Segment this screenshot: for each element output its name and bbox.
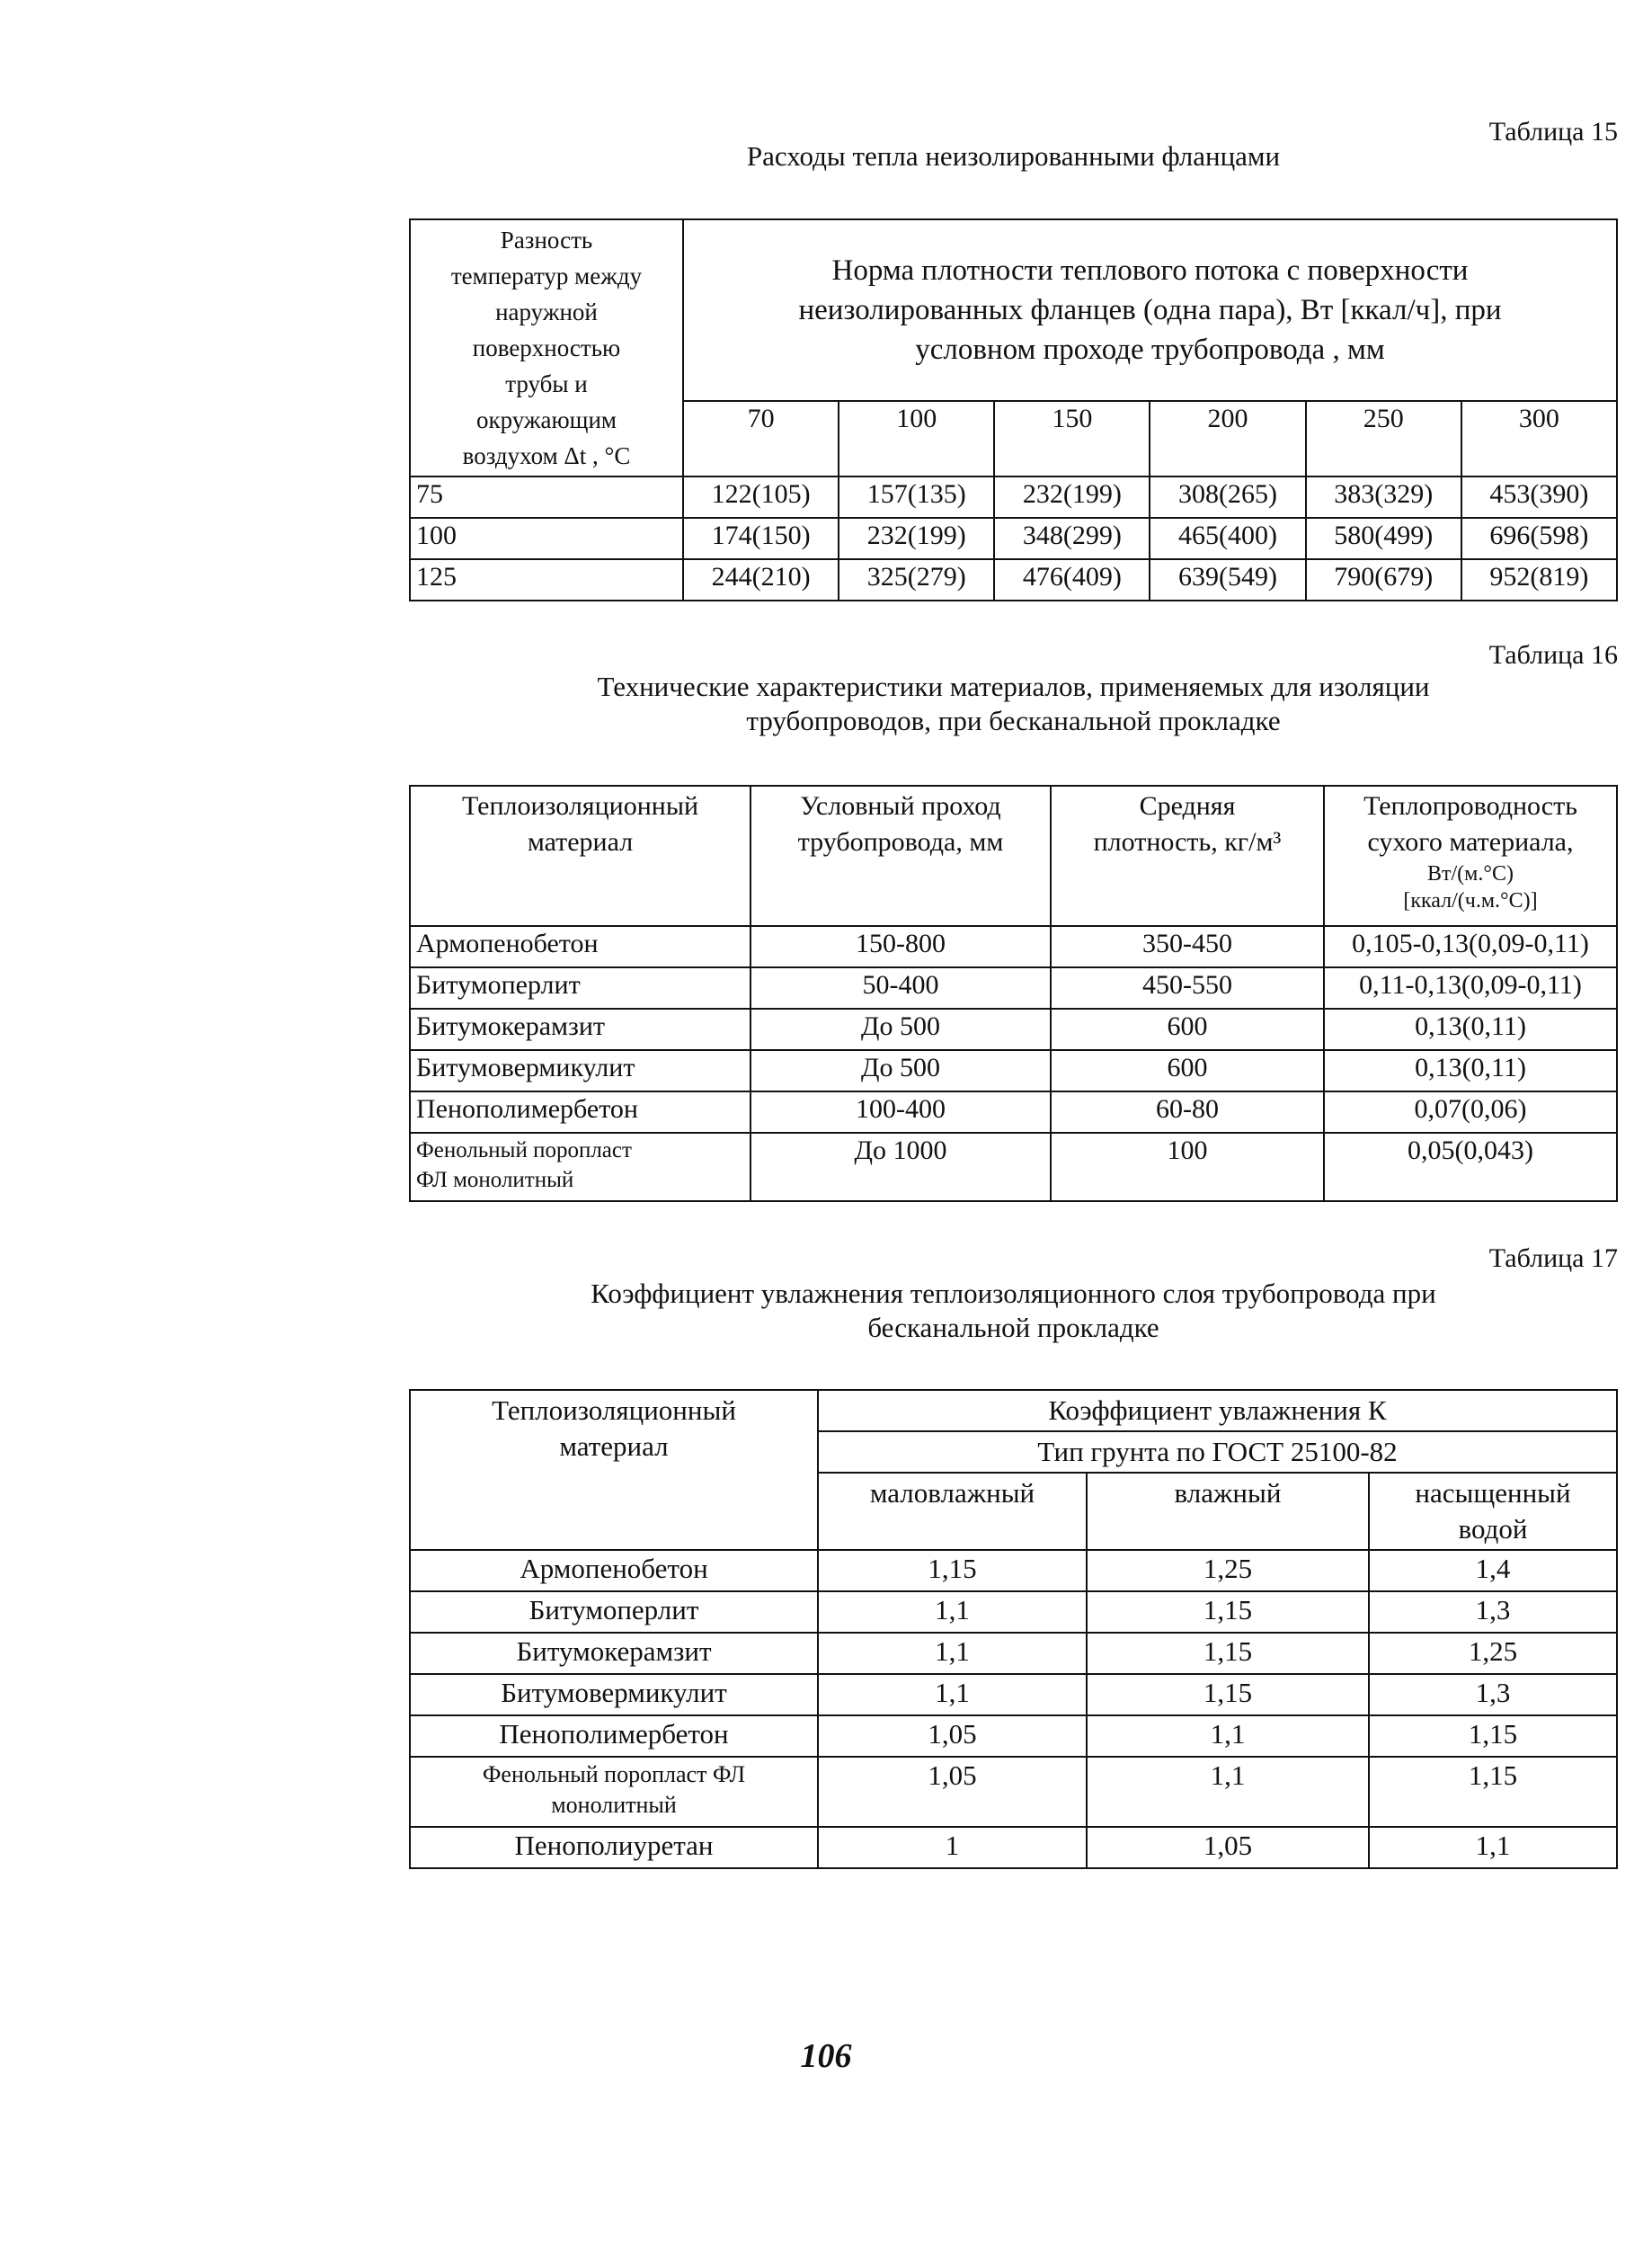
table17-header-wet: влажный [1087, 1473, 1369, 1550]
table16-diameter: До 1000 [751, 1133, 1051, 1201]
table17-header-low: маловлажный [818, 1473, 1087, 1550]
table15-header-main [683, 219, 1617, 401]
table-row [410, 1050, 1617, 1091]
header-line: условном проходе трубопровода , мм [915, 334, 1385, 366]
caption-line: Коэффициент увлажнения теплоизоляционного слоя трубопровода при [591, 1278, 1436, 1309]
table15-cell: 348(299) [994, 518, 1150, 559]
table16-header-density [1051, 786, 1324, 926]
material-line: ФЛ монолитный [416, 1168, 574, 1192]
table17-sat: 1,1 [1369, 1827, 1617, 1868]
table17-wet: 1,15 [1087, 1591, 1369, 1633]
table15-dt: 125 [410, 559, 683, 601]
table15-size: 100 [839, 401, 994, 476]
table16-conductivity: 0,07(0,06) [1324, 1091, 1617, 1133]
table16-conductivity: 0,13(0,11) [1324, 1009, 1617, 1050]
table17-sat: 1,3 [1369, 1591, 1617, 1633]
table16-diameter: До 500 [751, 1050, 1051, 1091]
header-line: насыщенный [1415, 1477, 1571, 1509]
table17-sat: 1,15 [1369, 1757, 1617, 1827]
header-line: температур между [450, 263, 643, 289]
table16-conductivity: 0,11-0,13(0,09-0,11) [1324, 967, 1617, 1009]
table17-wet: 1,15 [1087, 1674, 1369, 1715]
table-row [410, 1757, 1617, 1827]
table17-wet: 1,25 [1087, 1550, 1369, 1591]
caption-line: Технические характеристики материалов, применяемых для изоляции [597, 671, 1430, 702]
header-line: Теплоизоляционный [461, 791, 699, 821]
table17-material: Пенополиуретан [410, 1827, 818, 1868]
table17-sat: 1,4 [1369, 1550, 1617, 1591]
material-line: Фенольный поропласт [416, 1138, 632, 1162]
table15-size: 200 [1150, 401, 1305, 476]
table15-cell: 232(199) [994, 476, 1150, 518]
table17-header-soil: Тип грунта по ГОСТ 25100-82 [818, 1431, 1617, 1473]
table-row [410, 1091, 1617, 1133]
table17-caption [409, 1277, 1618, 1345]
table16-conductivity: 0,13(0,11) [1324, 1050, 1617, 1091]
table15-cell: 174(150) [683, 518, 839, 559]
table15-cell: 308(265) [1150, 476, 1305, 518]
table17-low: 1,05 [818, 1757, 1087, 1827]
table15-cell: 453(390) [1461, 476, 1617, 518]
table16-diameter: До 500 [751, 1009, 1051, 1050]
table15-cell: 232(199) [839, 518, 994, 559]
table17-header-coef: Коэффициент увлажнения К [818, 1390, 1617, 1431]
table15 [409, 218, 1618, 601]
header-line: неизолированных фланцев (одна пара), Вт [ккал/ч], при [798, 294, 1502, 326]
table15-size: 70 [683, 401, 839, 476]
header-line: [ккал/(ч.м.°С)] [1403, 889, 1538, 913]
table-row [410, 1591, 1617, 1633]
header-line: материал [527, 827, 634, 857]
table-row [410, 1715, 1617, 1757]
table17-header-sat [1369, 1473, 1617, 1550]
table15-size: 300 [1461, 401, 1617, 476]
table17-material [410, 1757, 818, 1827]
header-line: Средняя [1139, 791, 1236, 821]
table15-caption: Расходы тепла неизолированными фланцами [746, 140, 1281, 172]
material-line: монолитный [551, 1792, 677, 1818]
table17-sat: 1,3 [1369, 1674, 1617, 1715]
table17-low: 1,15 [818, 1550, 1087, 1591]
table16-density: 450-550 [1051, 967, 1324, 1009]
table-row [410, 1009, 1617, 1050]
table15-header-dt [410, 219, 683, 476]
header-line: сухого материала, [1367, 827, 1574, 857]
table15-cell: 639(549) [1150, 559, 1305, 601]
table16-density: 600 [1051, 1050, 1324, 1091]
header-line: Теплопроводность [1363, 791, 1577, 821]
header-line: трубопровода, мм [797, 827, 1004, 857]
table17-sat: 1,25 [1369, 1633, 1617, 1674]
header-line: наружной [495, 298, 598, 325]
table16-density: 60-80 [1051, 1091, 1324, 1133]
table15-label: Таблица 15 [1488, 117, 1618, 147]
table-row [410, 967, 1617, 1009]
table17-material: Битумовермикулит [410, 1674, 818, 1715]
table16-material: Битумокерамзит [410, 1009, 751, 1050]
table17-low: 1 [818, 1827, 1087, 1868]
header-line: Теплоизоляционный [492, 1394, 736, 1426]
table16-material: Битумоперлит [410, 967, 751, 1009]
table15-cell: 790(679) [1306, 559, 1461, 601]
table16-conductivity: 0,05(0,043) [1324, 1133, 1617, 1201]
table15-dt: 100 [410, 518, 683, 559]
table16-header-conductivity [1324, 786, 1617, 926]
table16-material: Пенополимербетон [410, 1091, 751, 1133]
table16-caption [409, 670, 1618, 738]
table16 [409, 785, 1618, 1202]
table16-density: 100 [1051, 1133, 1324, 1201]
table16-density: 600 [1051, 1009, 1324, 1050]
table17-label: Таблица 17 [1488, 1243, 1618, 1273]
table16-header-material [410, 786, 751, 926]
table16-density: 350-450 [1051, 926, 1324, 967]
table-row [410, 1674, 1617, 1715]
header-line: Вт/(м.°С) [1427, 862, 1514, 886]
header-line: Норма плотности теплового потока с поверхности [831, 254, 1469, 287]
table15-dt: 75 [410, 476, 683, 518]
table17-header-material [410, 1390, 818, 1550]
table17-sat: 1,15 [1369, 1715, 1617, 1757]
table17-material: Армопенобетон [410, 1550, 818, 1591]
header-line: материал [559, 1430, 669, 1462]
table-row [410, 1550, 1617, 1591]
table17-low: 1,1 [818, 1633, 1087, 1674]
table16-header-diameter [751, 786, 1051, 926]
header-line: трубы и [505, 370, 588, 397]
table-row [410, 518, 1617, 559]
table15-cell: 465(400) [1150, 518, 1305, 559]
table15-cell: 952(819) [1461, 559, 1617, 601]
table16-diameter: 100-400 [751, 1091, 1051, 1133]
table16-diameter: 150-800 [751, 926, 1051, 967]
table17-wet: 1,1 [1087, 1757, 1369, 1827]
table17-wet: 1,1 [1087, 1715, 1369, 1757]
table15-cell: 696(598) [1461, 518, 1617, 559]
table15-cell: 476(409) [994, 559, 1150, 601]
header-line: поверхностью [472, 334, 621, 361]
header-line: водой [1458, 1513, 1528, 1545]
table15-cell: 122(105) [683, 476, 839, 518]
table-row [410, 926, 1617, 967]
table15-cell: 244(210) [683, 559, 839, 601]
header-line: плотность, кг/м³ [1093, 827, 1282, 857]
table-row [410, 1133, 1617, 1201]
table16-material [410, 1133, 751, 1201]
table17 [409, 1389, 1618, 1869]
table-row [410, 476, 1617, 518]
table15-cell: 325(279) [839, 559, 994, 601]
material-line: Фенольный поропласт ФЛ [482, 1761, 746, 1787]
header-line: окружающим [475, 406, 617, 433]
table15-cell: 383(329) [1306, 476, 1461, 518]
caption-line: бесканальной прокладке [867, 1312, 1159, 1343]
header-line: Условный проход [800, 791, 1001, 821]
table17-wet: 1,05 [1087, 1827, 1369, 1868]
table17-material: Пенополимербетон [410, 1715, 818, 1757]
table17-material: Битумокерамзит [410, 1633, 818, 1674]
table-row [410, 1827, 1617, 1868]
page-number: 106 [800, 2037, 852, 2075]
table-row [410, 1633, 1617, 1674]
table17-wet: 1,15 [1087, 1633, 1369, 1674]
table16-conductivity: 0,105-0,13(0,09-0,11) [1324, 926, 1617, 967]
table16-label: Таблица 16 [1488, 640, 1618, 670]
header-line: Разность [500, 227, 593, 254]
header-line: воздухом Δt , °С [462, 442, 631, 469]
table15-cell: 157(135) [839, 476, 994, 518]
table17-low: 1,05 [818, 1715, 1087, 1757]
table15-size: 250 [1306, 401, 1461, 476]
table17-low: 1,1 [818, 1674, 1087, 1715]
table15-size: 150 [994, 401, 1150, 476]
table16-material: Битумовермикулит [410, 1050, 751, 1091]
table-row [410, 559, 1617, 601]
table17-material: Битумоперлит [410, 1591, 818, 1633]
caption-line: трубопроводов, при бесканальной прокладке [746, 705, 1281, 736]
table16-diameter: 50-400 [751, 967, 1051, 1009]
table16-material: Армопенобетон [410, 926, 751, 967]
table17-low: 1,1 [818, 1591, 1087, 1633]
table15-cell: 580(499) [1306, 518, 1461, 559]
